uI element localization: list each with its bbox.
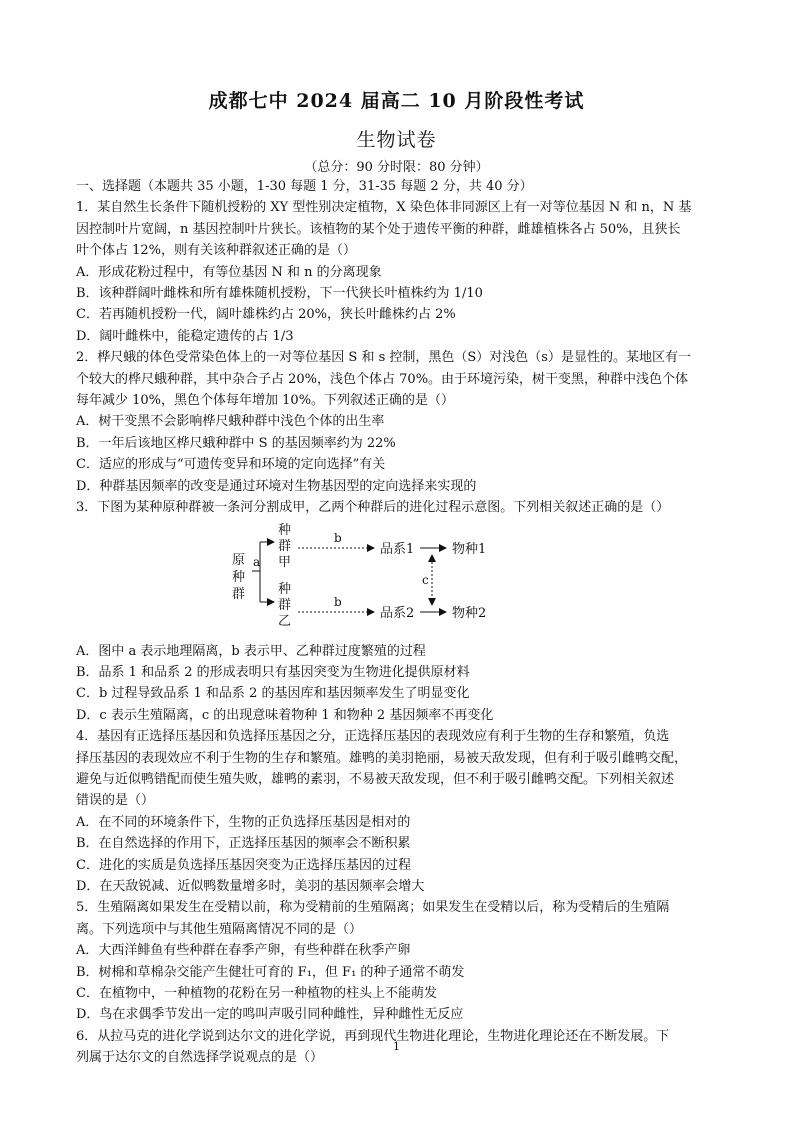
label-b-upper: b (334, 530, 342, 545)
question-3-option-b: B．品系 1 和品系 2 的形成表明只有基因突变为生物进化提供原材料 (76, 664, 470, 680)
evolution-diagram-svg (76, 522, 701, 640)
species-1-label: 物种1 (452, 541, 487, 557)
species-2-label: 物种2 (452, 605, 487, 621)
pop-b-char-3: 乙 (278, 613, 292, 629)
question-1-line-3: 叶个体占 12%，则有关该种群叙述正确的是（） (76, 243, 357, 259)
pop-a-char-1: 种 (278, 522, 292, 538)
question-1-option-d: D．阔叶雌株中，能稳定遗传的占 1/3 (76, 328, 294, 344)
label-b-lower: b (334, 594, 342, 609)
exam-meta: （总分：90 分时限：80 分钟） (304, 160, 489, 175)
question-1-line-2: 因控制叶片宽阔，n 基因控制叶片狭长。该植物的某个处于遗传平衡的种群，雌雄植株各占 50%，且狭长 (76, 221, 681, 237)
question-6-line-1: 6．从拉马克的进化学说到达尔文的进化学说，再到现代生物进化理论，生物进化理论还在不断发展。下 (76, 1028, 670, 1044)
question-3-line-1: 3．下图为某种原种群被一条河分割成甲，乙两个种群后的进化过程示意图。下列相关叙述正确的是（） (76, 500, 670, 516)
label-a: a (253, 554, 261, 569)
question-content (76, 176, 701, 1069)
question-4-line-3: 避免与近似鸭错配而使生殖失败，雄鸭的素羽，不易被天敌发现，但不利于吸引雌鸭交配。下列相关叙述 (76, 771, 675, 787)
pop-a-char-2: 群 (278, 538, 292, 554)
origin-char-1: 原 (232, 552, 246, 568)
question-4-line-4: 错误的是（） (76, 793, 155, 809)
question-5-option-d: D．鸟在求偶季节发出一定的鸣叫声吸引同种雌性，异种雌性无反应 (76, 1007, 464, 1023)
question-2-option-c: C．适应的形成与“可遗传变异和环境的定向选择”有关 (76, 457, 386, 473)
strain-2-label: 品系2 (380, 605, 415, 621)
question-1-option-a: A．形成花粉过程中，有等位基因 N 和 n 的分离现象 (76, 264, 382, 280)
question-4-option-a: A．在不同的环境条件下，生物的正负选择压基因是相对的 (76, 814, 411, 830)
evolution-diagram (76, 522, 701, 640)
c-arrow-down (428, 598, 436, 606)
question-4-line-1: 4．基因有正选择压基因和负选择压基因之分，正选择压基因的表现效应有利于生物的生存和繁殖，负选 (76, 729, 670, 745)
exam-title: 成都七中 2024 届高二 10 月阶段性考试 (208, 90, 585, 112)
origin-char-3: 群 (232, 586, 246, 602)
question-5-option-b: B．树棉和草棉杂交能产生健壮可育的 F₁，但 F₁ 的种子通常不萌发 (76, 964, 465, 980)
origin-char-2: 种 (232, 569, 246, 585)
label-c: c (422, 572, 429, 587)
question-3-option-d: D．c 表示生殖隔离，c 的出现意味着物种 1 和物种 2 基因频率不再变化 (76, 707, 494, 723)
question-1-option-b: B．该种群阔叶雌株和所有雄株随机授粉，下一代狭长叶植株约为 1/10 (76, 286, 483, 302)
question-2-option-d: D．种群基因频率的改变是通过环境对生物基因型的定向选择来实现的 (76, 478, 477, 494)
question-2-line-2: 个较大的桦尺蛾种群，其中杂合子占 20%，浅色个体占 70%。由于环境污染，树干变黑，种群中浅色个体 (76, 371, 689, 387)
question-2-line-3: 每年减少 10%，黑色个体每年增加 10%。下列叙述正确的是（） (76, 393, 455, 409)
question-3-option-c: C．b 过程导致品系 1 和品系 2 的基因库和基因频率发生了明显变化 (76, 686, 470, 702)
pop-b-char-2: 群 (278, 597, 292, 613)
page-number: 1 (393, 1040, 400, 1053)
pop-b-char-1: 种 (278, 581, 292, 597)
question-5-line-1: 5．生殖隔离如果发生在受精以前，称为受精前的生殖隔离；如果发生在受精以后，称为受精后的生殖隔 (76, 900, 670, 916)
question-3-option-a: A．图中 a 表示地理隔离，b 表示甲、乙种群过度繁殖的过程 (76, 643, 426, 659)
question-2-line-1: 2．桦尺蛾的体色受常染色体上的一对等位基因 S 和 s 控制，黑色（S）对浅色（s）是显性的。某地区有一 (76, 350, 691, 366)
question-2-option-b: B．一年后该地区桦尺蛾种群中 S 的基因频率约为 22% (76, 435, 396, 451)
question-1-line-1: 1．某自然生长条件下随机授粉的 XY 型性别决定植物，X 染色体非同源区上有一对等位基因 N 和 n，N 基 (76, 200, 692, 216)
question-2-option-a: A．树干变黑不会影响桦尺蛾种群中浅色个体的出生率 (76, 414, 385, 430)
question-4-option-d: D．在天敌锐减、近似鸭数量增多时，美羽的基因频率会增大 (76, 878, 425, 894)
strain-1-label: 品系1 (380, 541, 415, 557)
question-5-line-2: 离。下列选项中与其他生殖隔离情况不同的是（） (76, 921, 363, 937)
question-6-line-2: 列属于达尔文的自然选择学说观点的是（） (76, 1050, 324, 1066)
question-1-option-c: C．若再随机授粉一代，阔叶雄株约占 20%，狭长叶雌株约占 2% (76, 307, 456, 323)
exam-subtitle: 生物试卷 (356, 129, 437, 151)
pop-a-char-3: 甲 (278, 554, 292, 570)
question-5-option-c: C．在植物中，一种植物的花粉在另一种植物的柱头上不能萌发 (76, 986, 437, 1001)
c-arrow-up (428, 554, 436, 562)
question-5-option-a: A．大西洋鲱鱼有些种群在春季产卵，有些种群在秋季产卵 (76, 943, 411, 959)
question-4-option-c: C．进化的实质是负选择压基因突变为正选择压基因的过程 (76, 857, 411, 873)
question-4-option-b: B．在自然选择的作用下，正选择压基因的频率会不断积累 (76, 836, 411, 852)
section-heading: 一、选择题（本题共 35 小题，1-30 每题 1 分，31-35 每题 2 分，共 40 分） (76, 179, 533, 194)
question-4-line-2: 择压基因的表现效应不利于生物的生存和繁殖。雄鸭的美羽艳丽，易被天敌发现，但有利于吸引雌鸭交配， (76, 750, 688, 766)
